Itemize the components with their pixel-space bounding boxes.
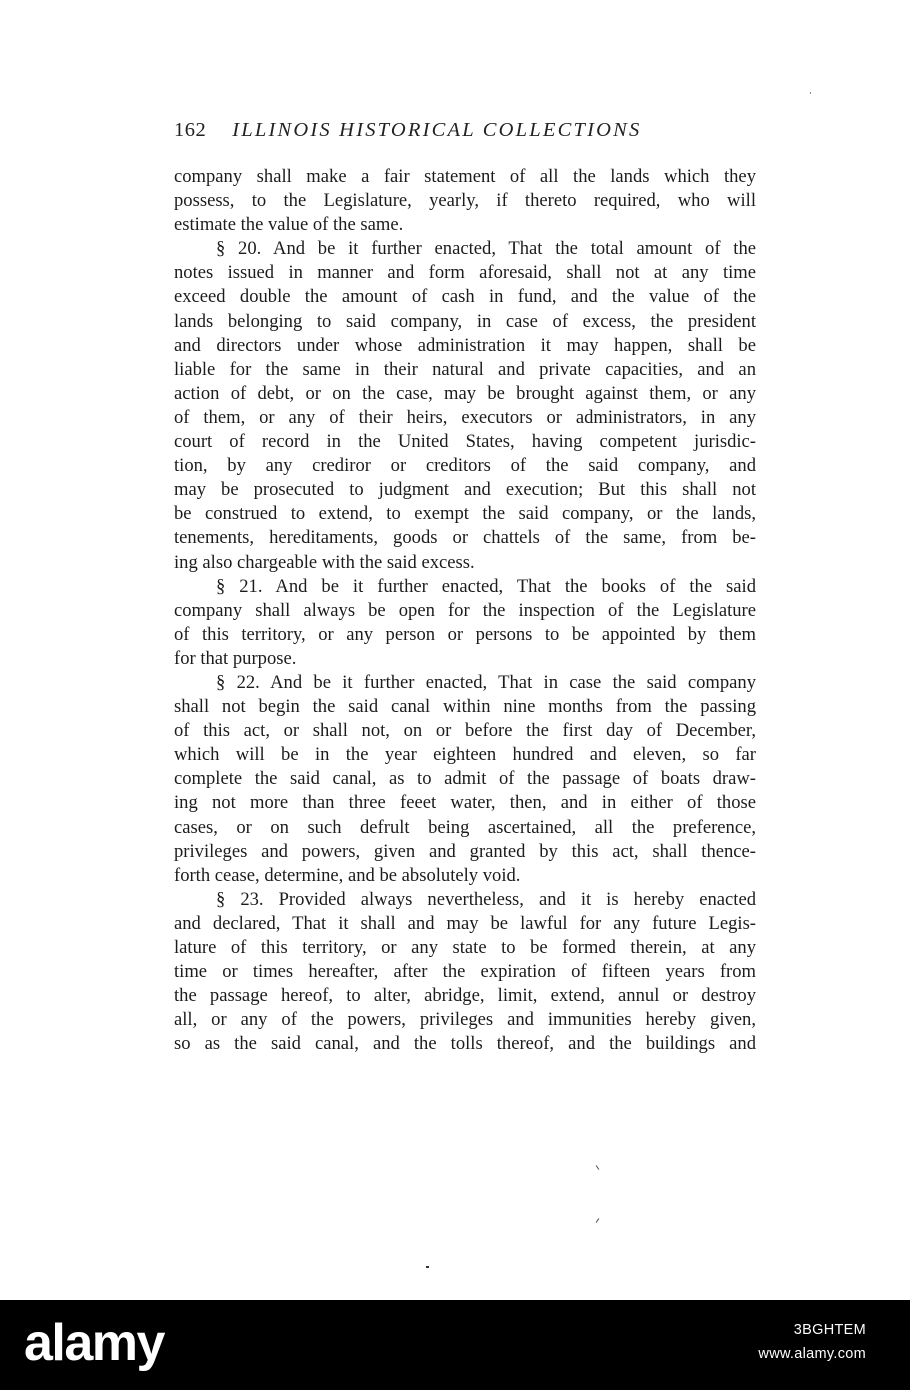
text-line: complete the said canal, as to admit of the passage of boats draw- <box>174 768 756 790</box>
scan-speck <box>810 92 811 94</box>
text-line: so as the said canal, and the tolls thereof, and the buildings and <box>174 1033 756 1055</box>
text-line: action of debt, or on the case, may be brought against them, or any <box>174 382 756 404</box>
scan-speck <box>596 1218 600 1223</box>
text-line: be construed to extend, to exempt the said company, or the lands, <box>174 503 756 525</box>
text-line: may be prosecuted to judgment and execution; But this shall not <box>174 479 756 501</box>
text-line: and declared, That it shall and may be lawful for any future Legis- <box>174 912 756 934</box>
text-line: forth cease, determine, and be absolutely void. <box>174 864 521 886</box>
text-line: cases, or on such defrult being ascertained, all the preference, <box>174 816 756 838</box>
text-line: lature of this territory, or any state to be formed therein, at any <box>174 937 756 958</box>
running-head <box>174 119 774 142</box>
alamy-logo: alamy <box>24 1314 164 1372</box>
text-line: of this territory, or any person or persons to be appointed by them <box>174 623 756 645</box>
footer-url: www.alamy.com <box>758 1346 866 1362</box>
text-line: company shall make a fair statement of all the lands which they <box>174 166 756 187</box>
text-line: of this act, or shall not, on or before the first day of December, <box>174 720 756 742</box>
body-text <box>174 165 756 1056</box>
text-line: privileges and powers, given and granted by this act, shall thence- <box>174 840 756 862</box>
text-line: time or times hereafter, after the expiration of fifteen years from <box>174 961 756 983</box>
text-line: estimate the value of the same. <box>174 214 404 236</box>
text-line: of them, or any of their heirs, executors or administrators, in any <box>174 406 756 428</box>
text-line: the passage hereof, to alter, abridge, limit, extend, annul or destroy <box>174 985 756 1007</box>
text-line: tion, by any crediror or creditors of the said company, and <box>174 455 756 477</box>
section-23-start: § 23. Provided always nevertheless, and it is hereby enacted <box>216 888 756 910</box>
text-line: and directors under whose administration it may happen, shall be <box>174 334 756 356</box>
running-title: ILLINOIS HISTORICAL COLLECTIONS <box>232 119 642 141</box>
text-line: liable for the same in their natural and private capacities, and an <box>174 358 756 380</box>
text-line: lands belonging to said company, in case of excess, the president <box>174 310 756 332</box>
text-line: company shall always be open for the inspection of the Legislature <box>174 599 756 621</box>
image-id-label: 3BGHTEM <box>793 1322 866 1338</box>
text-line: ing also chargeable with the said excess. <box>174 551 475 573</box>
text-line: tenements, hereditaments, goods or chattels of the same, from be- <box>174 527 756 549</box>
text-line: notes issued in manner and form aforesaid, shall not at any time <box>174 262 756 284</box>
scan-speck <box>426 1266 429 1268</box>
section-20-start: § 20. And be it further enacted, That the total amount of the <box>216 238 756 260</box>
scan-speck <box>596 1165 600 1170</box>
text-line: possess, to the Legislature, yearly, if thereto required, who will <box>174 190 756 212</box>
text-line: court of record in the United States, having competent jurisdic- <box>174 431 756 453</box>
text-line: shall not begin the said canal within nine months from the passing <box>174 696 756 718</box>
page-number: 162 <box>174 119 207 141</box>
text-line: all, or any of the powers, privileges and immunities hereby given, <box>174 1009 756 1031</box>
text-line: for that purpose. <box>174 647 297 669</box>
section-22-start: § 22. And be it further enacted, That in case the said company <box>216 671 756 693</box>
section-21-start: § 21. And be it further enacted, That the books of the said <box>216 575 756 597</box>
text-line: which will be in the year eighteen hundred and eleven, so far <box>174 744 756 766</box>
text-line: ing not more than three feeet water, then, and in either of those <box>174 792 756 814</box>
text-line: exceed double the amount of cash in fund, and the value of the <box>174 286 756 308</box>
